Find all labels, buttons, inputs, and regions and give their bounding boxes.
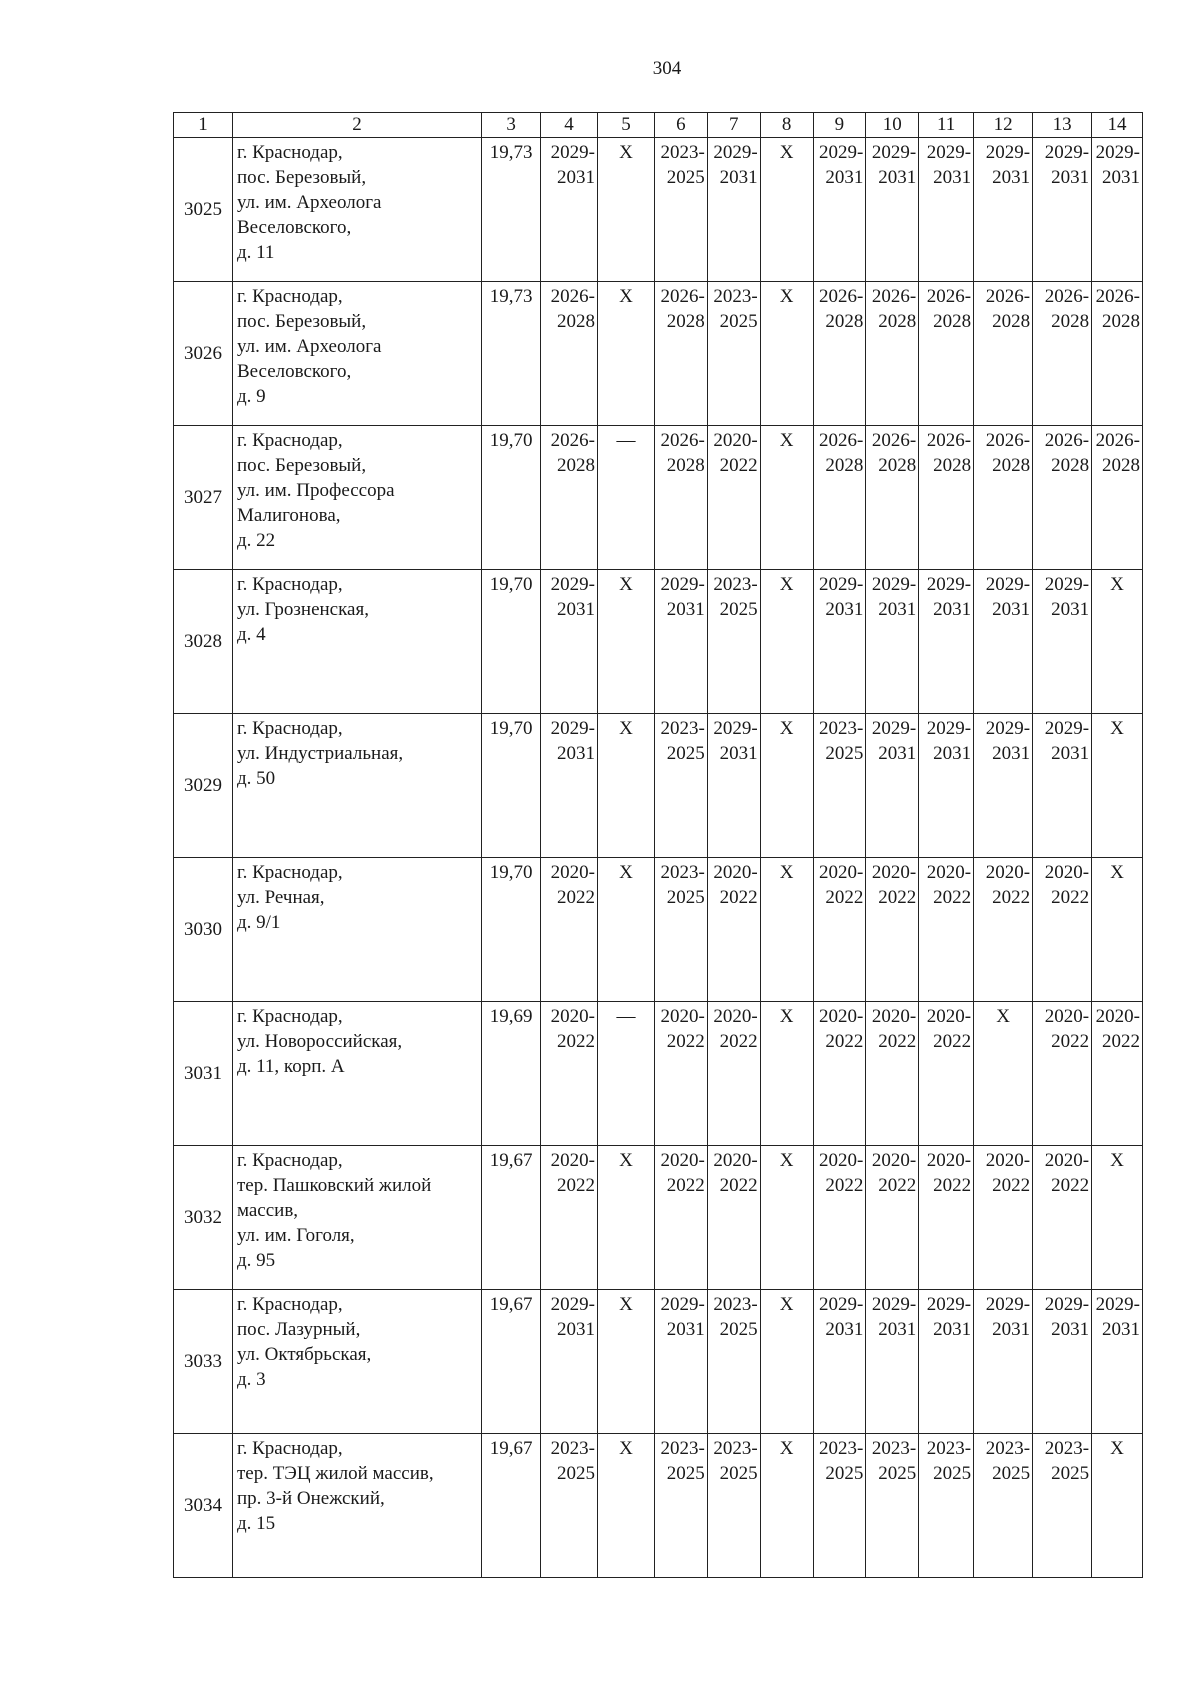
mark-cell: X xyxy=(597,1290,654,1434)
period-cell: 2026- 2028 xyxy=(813,426,866,570)
period-cell: 2026- 2028 xyxy=(654,282,707,426)
period-cell: 2023- 2025 xyxy=(707,282,760,426)
mark-cell: X xyxy=(597,1434,654,1578)
table-row xyxy=(174,1002,1143,1146)
row-number: 3032 xyxy=(174,1146,233,1290)
period-cell: 2020- 2022 xyxy=(1092,1002,1143,1146)
row-number: 3030 xyxy=(174,858,233,1002)
period-cell: 2023- 2025 xyxy=(919,1434,974,1578)
period-cell: 2020- 2022 xyxy=(919,1146,974,1290)
mark-cell: — xyxy=(597,1002,654,1146)
period-cell: 2029- 2031 xyxy=(974,138,1033,282)
period-cell: 2029- 2031 xyxy=(919,138,974,282)
mark-cell: X xyxy=(597,138,654,282)
period-cell: 2029- 2031 xyxy=(1033,714,1092,858)
value-cell: 19,73 xyxy=(482,282,541,426)
period-cell: 2023- 2025 xyxy=(866,1434,919,1578)
mark-cell: X xyxy=(1092,570,1143,714)
period-cell: 2029- 2031 xyxy=(813,1290,866,1434)
period-cell: 2029- 2031 xyxy=(654,1290,707,1434)
period-cell: 2029- 2031 xyxy=(1033,570,1092,714)
mark-cell: X xyxy=(1092,1434,1143,1578)
period-cell: 2020- 2022 xyxy=(707,1002,760,1146)
period-cell: 2020- 2022 xyxy=(707,858,760,1002)
period-cell: 2023- 2025 xyxy=(654,714,707,858)
column-header: 10 xyxy=(866,113,919,138)
period-cell: 2020- 2022 xyxy=(707,1146,760,1290)
mark-cell: X xyxy=(597,1146,654,1290)
mark-cell: — xyxy=(597,426,654,570)
period-cell: 2020- 2022 xyxy=(919,1002,974,1146)
table-row xyxy=(174,1290,1143,1434)
period-cell: 2020- 2022 xyxy=(974,858,1033,1002)
period-cell: 2026- 2028 xyxy=(919,426,974,570)
period-cell: 2029- 2031 xyxy=(866,570,919,714)
value-cell: 19,70 xyxy=(482,570,541,714)
period-cell: 2029- 2031 xyxy=(866,1290,919,1434)
period-cell: 2026- 2028 xyxy=(1092,426,1143,570)
period-cell: 2026- 2028 xyxy=(541,426,598,570)
period-cell: 2023- 2025 xyxy=(813,714,866,858)
row-number: 3033 xyxy=(174,1290,233,1434)
mark-cell: X xyxy=(1092,714,1143,858)
table-row xyxy=(174,570,1143,714)
period-cell: 2029- 2031 xyxy=(1033,1290,1092,1434)
period-cell: 2020- 2022 xyxy=(541,858,598,1002)
mark-cell: X xyxy=(597,714,654,858)
period-cell: 2020- 2022 xyxy=(866,858,919,1002)
period-cell: 2020- 2022 xyxy=(707,426,760,570)
period-cell: 2029- 2031 xyxy=(654,570,707,714)
table-body xyxy=(174,138,1143,1578)
table-row xyxy=(174,282,1143,426)
table-row xyxy=(174,714,1143,858)
period-cell: 2020- 2022 xyxy=(813,1002,866,1146)
period-cell: 2020- 2022 xyxy=(919,858,974,1002)
period-cell: 2023- 2025 xyxy=(1033,1434,1092,1578)
row-number: 3034 xyxy=(174,1434,233,1578)
period-cell: 2029- 2031 xyxy=(813,138,866,282)
address-cell: г. Краснодар, пос. Березовый, ул. им. Археолога Веселовского, д. 11 xyxy=(232,138,481,282)
period-cell: 2020- 2022 xyxy=(654,1146,707,1290)
column-header: 8 xyxy=(760,113,813,138)
period-cell: 2023- 2025 xyxy=(813,1434,866,1578)
mark-cell: X xyxy=(760,1146,813,1290)
row-number: 3029 xyxy=(174,714,233,858)
period-cell: 2026- 2028 xyxy=(1033,282,1092,426)
table-row xyxy=(174,1434,1143,1578)
period-cell: 2026- 2028 xyxy=(813,282,866,426)
period-cell: 2029- 2031 xyxy=(1033,138,1092,282)
value-cell: 19,67 xyxy=(482,1146,541,1290)
period-cell: 2029- 2031 xyxy=(1092,1290,1143,1434)
address-cell: г. Краснодар, ул. Речная, д. 9/1 xyxy=(232,858,481,1002)
mark-cell: X xyxy=(1092,1146,1143,1290)
mark-cell: X xyxy=(760,282,813,426)
table-row xyxy=(174,1146,1143,1290)
period-cell: 2020- 2022 xyxy=(541,1002,598,1146)
row-number: 3025 xyxy=(174,138,233,282)
mark-cell: X xyxy=(974,1002,1033,1146)
period-cell: 2026- 2028 xyxy=(919,282,974,426)
value-cell: 19,67 xyxy=(482,1434,541,1578)
value-cell: 19,70 xyxy=(482,714,541,858)
mark-cell: X xyxy=(597,858,654,1002)
period-cell: 2029- 2031 xyxy=(541,714,598,858)
period-cell: 2026- 2028 xyxy=(1092,282,1143,426)
period-cell: 2029- 2031 xyxy=(707,138,760,282)
column-header: 1 xyxy=(174,113,233,138)
address-cell: г. Краснодар, ул. Грозненская, д. 4 xyxy=(232,570,481,714)
period-cell: 2029- 2031 xyxy=(974,570,1033,714)
address-cell: г. Краснодар, тер. Пашковский жилой массив, ул. им. Гоголя, д. 95 xyxy=(232,1146,481,1290)
row-number: 3031 xyxy=(174,1002,233,1146)
mark-cell: X xyxy=(760,570,813,714)
column-header: 6 xyxy=(654,113,707,138)
column-header: 2 xyxy=(232,113,481,138)
period-cell: 2020- 2022 xyxy=(541,1146,598,1290)
period-cell: 2026- 2028 xyxy=(974,426,1033,570)
mark-cell: X xyxy=(760,1002,813,1146)
period-cell: 2029- 2031 xyxy=(1092,138,1143,282)
period-cell: 2023- 2025 xyxy=(654,858,707,1002)
period-cell: 2020- 2022 xyxy=(1033,1146,1092,1290)
period-cell: 2023- 2025 xyxy=(654,1434,707,1578)
table-row xyxy=(174,426,1143,570)
value-cell: 19,70 xyxy=(482,858,541,1002)
column-header: 4 xyxy=(541,113,598,138)
period-cell: 2020- 2022 xyxy=(866,1002,919,1146)
period-cell: 2026- 2028 xyxy=(866,426,919,570)
column-header: 13 xyxy=(1033,113,1092,138)
value-cell: 19,67 xyxy=(482,1290,541,1434)
mark-cell: X xyxy=(760,1290,813,1434)
table-row xyxy=(174,138,1143,282)
period-cell: 2020- 2022 xyxy=(1033,1002,1092,1146)
housing-register-table xyxy=(173,112,1143,1578)
period-cell: 2023- 2025 xyxy=(541,1434,598,1578)
period-cell: 2020- 2022 xyxy=(974,1146,1033,1290)
period-cell: 2023- 2025 xyxy=(707,570,760,714)
column-header: 12 xyxy=(974,113,1033,138)
period-cell: 2020- 2022 xyxy=(813,1146,866,1290)
period-cell: 2020- 2022 xyxy=(1033,858,1092,1002)
period-cell: 2029- 2031 xyxy=(866,138,919,282)
period-cell: 2029- 2031 xyxy=(813,570,866,714)
address-cell: г. Краснодар, тер. ТЭЦ жилой массив, пр. 3-й Онежский, д. 15 xyxy=(232,1434,481,1578)
value-cell: 19,70 xyxy=(482,426,541,570)
address-cell: г. Краснодар, пос. Березовый, ул. им. Археолога Веселовского, д. 9 xyxy=(232,282,481,426)
address-cell: г. Краснодар, пос. Лазурный, ул. Октябрьская, д. 3 xyxy=(232,1290,481,1434)
period-cell: 2029- 2031 xyxy=(541,1290,598,1434)
mark-cell: X xyxy=(760,1434,813,1578)
value-cell: 19,73 xyxy=(482,138,541,282)
column-header: 5 xyxy=(597,113,654,138)
mark-cell: X xyxy=(760,426,813,570)
mark-cell: X xyxy=(597,282,654,426)
period-cell: 2029- 2031 xyxy=(541,138,598,282)
header-row xyxy=(174,113,1143,138)
period-cell: 2026- 2028 xyxy=(541,282,598,426)
period-cell: 2023- 2025 xyxy=(974,1434,1033,1578)
period-cell: 2026- 2028 xyxy=(1033,426,1092,570)
address-cell: г. Краснодар, ул. Новороссийская, д. 11, корп. А xyxy=(232,1002,481,1146)
period-cell: 2029- 2031 xyxy=(866,714,919,858)
column-header: 7 xyxy=(707,113,760,138)
period-cell: 2029- 2031 xyxy=(919,1290,974,1434)
row-number: 3027 xyxy=(174,426,233,570)
mark-cell: X xyxy=(760,714,813,858)
row-number: 3026 xyxy=(174,282,233,426)
period-cell: 2029- 2031 xyxy=(541,570,598,714)
period-cell: 2029- 2031 xyxy=(974,714,1033,858)
period-cell: 2026- 2028 xyxy=(974,282,1033,426)
column-header: 9 xyxy=(813,113,866,138)
column-header: 14 xyxy=(1092,113,1143,138)
period-cell: 2020- 2022 xyxy=(654,1002,707,1146)
period-cell: 2029- 2031 xyxy=(707,714,760,858)
period-cell: 2029- 2031 xyxy=(919,714,974,858)
value-cell: 19,69 xyxy=(482,1002,541,1146)
table-row xyxy=(174,858,1143,1002)
period-cell: 2026- 2028 xyxy=(866,282,919,426)
period-cell: 2029- 2031 xyxy=(974,1290,1033,1434)
page-number: 304 xyxy=(652,58,682,79)
period-cell: 2023- 2025 xyxy=(707,1434,760,1578)
period-cell: 2020- 2022 xyxy=(866,1146,919,1290)
period-cell: 2026- 2028 xyxy=(654,426,707,570)
column-header: 11 xyxy=(919,113,974,138)
period-cell: 2029- 2031 xyxy=(919,570,974,714)
row-number: 3028 xyxy=(174,570,233,714)
period-cell: 2023- 2025 xyxy=(707,1290,760,1434)
period-cell: 2020- 2022 xyxy=(813,858,866,1002)
address-cell: г. Краснодар, ул. Индустриальная, д. 50 xyxy=(232,714,481,858)
address-cell: г. Краснодар, пос. Березовый, ул. им. Профессора Малигонова, д. 22 xyxy=(232,426,481,570)
mark-cell: X xyxy=(1092,858,1143,1002)
column-header: 3 xyxy=(482,113,541,138)
mark-cell: X xyxy=(597,570,654,714)
mark-cell: X xyxy=(760,858,813,1002)
period-cell: 2023- 2025 xyxy=(654,138,707,282)
mark-cell: X xyxy=(760,138,813,282)
